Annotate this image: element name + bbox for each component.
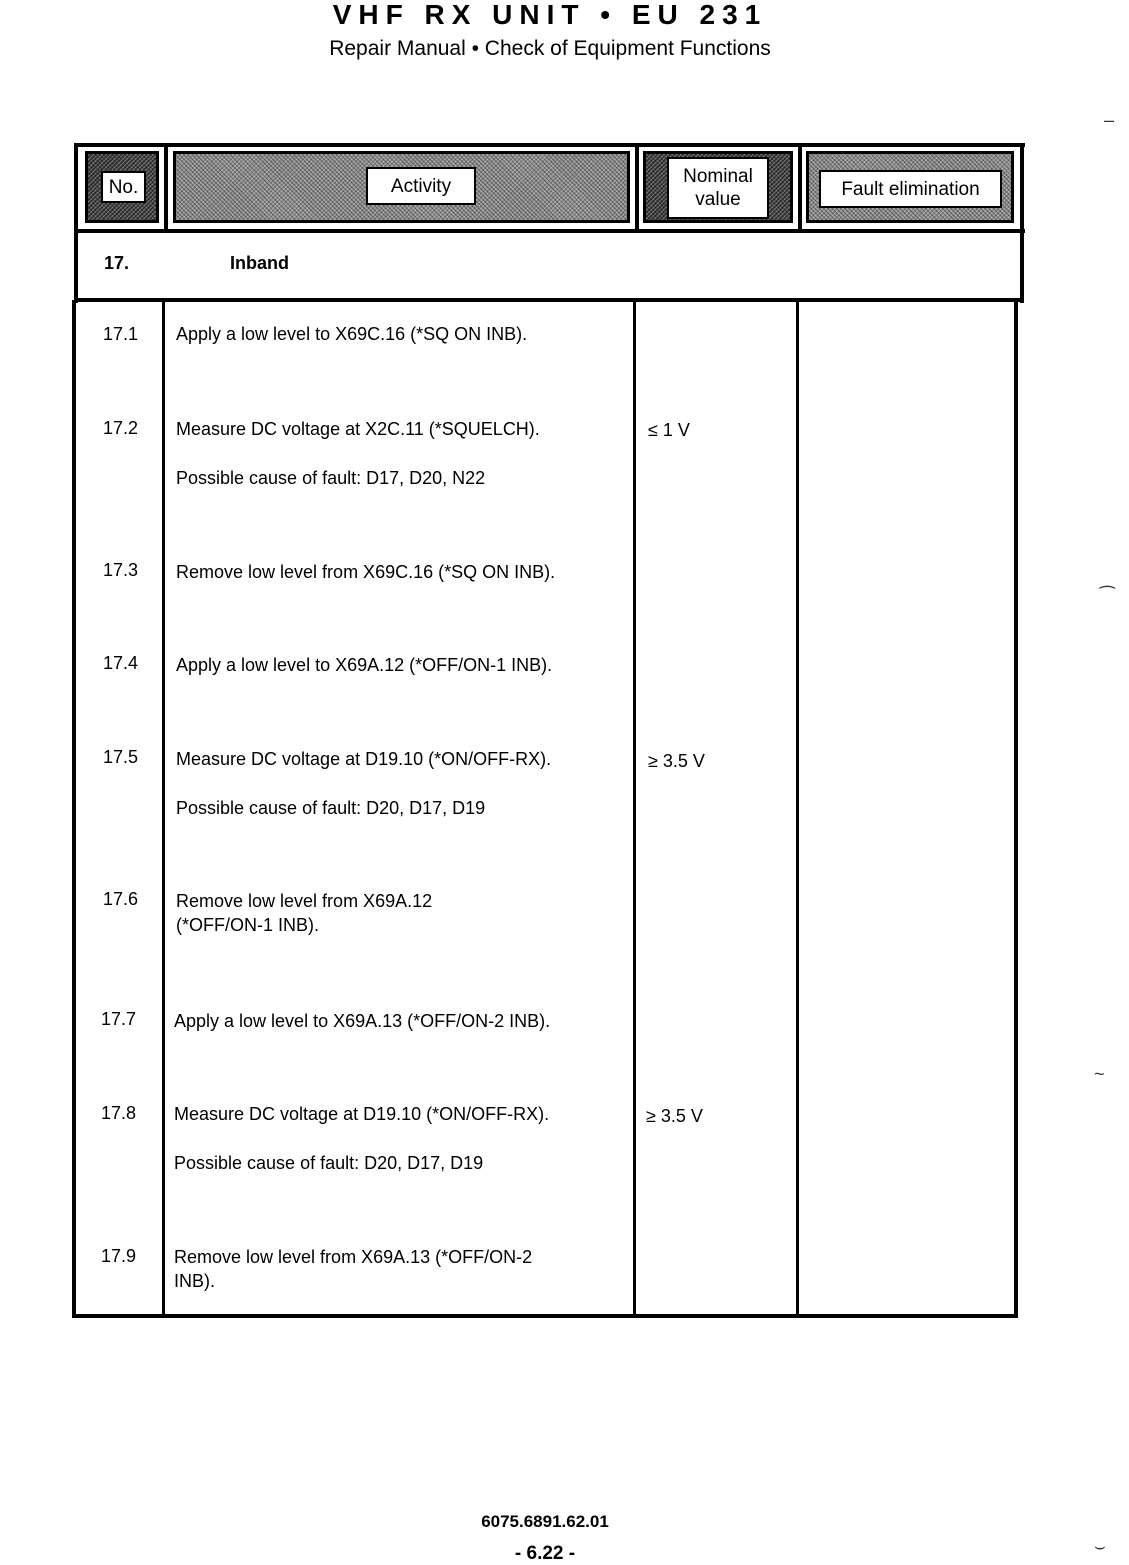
scan-mark: ~: [1094, 1064, 1105, 1084]
row-fault-cause: Possible cause of fault: D20, D17, D19: [176, 798, 486, 818]
scan-mark: ‒: [1104, 110, 1115, 130]
row-number: 17.9: [101, 1246, 137, 1266]
row-nominal-value: ≤ 1 V: [648, 420, 690, 440]
document-title: VHF RX UNIT • EU 231: [332, 0, 768, 30]
scan-mark: ⌣: [1094, 1536, 1106, 1556]
row-activity: Measure DC voltage at D19.10 (*ON/OFF-RX).: [176, 749, 552, 769]
header-nominal-label: [667, 157, 769, 219]
row-activity: Measure DC voltage at D19.10 (*ON/OFF-RX).: [174, 1104, 550, 1124]
row-number: 17.7: [101, 1009, 137, 1029]
section-number: 17.: [104, 253, 130, 273]
row-activity-line1: Remove low level from X69A.12: [176, 891, 433, 911]
row-nominal-value: ≥ 3.5 V: [648, 751, 705, 771]
row-activity: Remove low level from X69C.16 (*SQ ON INB).: [176, 562, 556, 582]
row-number: 17.4: [103, 653, 139, 673]
row-activity: Measure DC voltage at X2C.11 (*SQUELCH).: [176, 419, 540, 439]
row-number: 17.3: [103, 560, 139, 580]
section-title: Inband: [230, 253, 289, 273]
row-activity: Apply a low level to X69A.13 (*OFF/ON-2 INB).: [174, 1011, 551, 1031]
scan-mark: ⁀: [1100, 586, 1115, 606]
header-nominal-line2: value: [695, 189, 741, 210]
header-nominal-line1: Nominal: [683, 166, 753, 187]
header-fault-label: Fault elimination: [819, 170, 1002, 208]
row-number: 17.8: [101, 1103, 137, 1123]
header-activity-label: Activity: [366, 167, 476, 205]
document-subtitle: Repair Manual • Check of Equipment Functions: [329, 37, 771, 60]
row-fault-cause: Possible cause of fault: D17, D20, N22: [176, 468, 486, 488]
document-number: 6075.6891.62.01: [481, 1512, 609, 1531]
row-nominal-value: ≥ 3.5 V: [646, 1106, 703, 1126]
row-number: 17.5: [103, 747, 139, 767]
row-activity: Apply a low level to X69A.12 (*OFF/ON-1 INB).: [176, 655, 553, 675]
row-number: 17.1: [103, 324, 139, 344]
row-activity-line2: (*OFF/ON-1 INB).: [176, 915, 319, 935]
row-number: 17.6: [103, 889, 139, 909]
header-no-label: No.: [101, 171, 146, 203]
row-activity-line1: Remove low level from X69A.13 (*OFF/ON-2: [174, 1247, 533, 1267]
row-fault-cause: Possible cause of fault: D20, D17, D19: [174, 1153, 484, 1173]
row-activity: Apply a low level to X69C.16 (*SQ ON INB).: [176, 324, 528, 344]
row-number: 17.2: [103, 418, 139, 438]
row-activity-line2: INB).: [174, 1271, 216, 1291]
page-number: - 6.22 -: [514, 1543, 576, 1564]
